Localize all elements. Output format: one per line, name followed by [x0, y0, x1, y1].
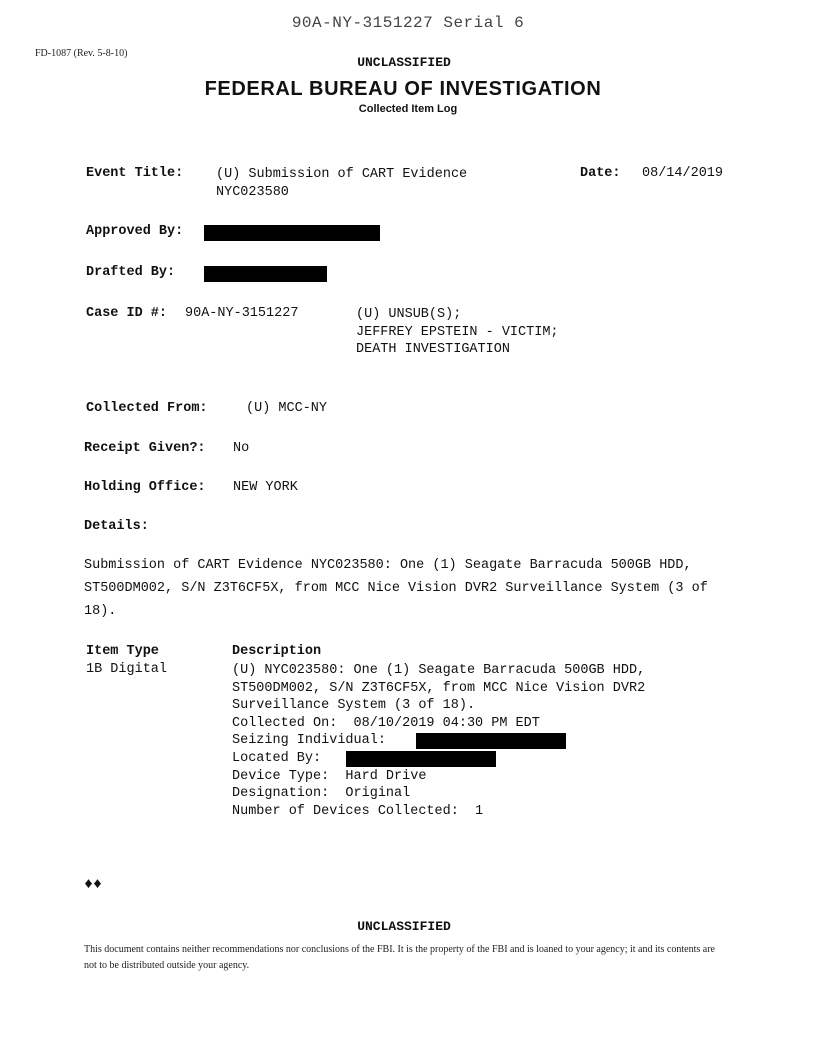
device-type: Device Type: Hard Drive	[232, 768, 427, 784]
details-label: Details:	[84, 519, 149, 534]
drafted-by-redaction	[204, 266, 327, 282]
desc-line-3: Surveillance System (3 of 18).	[232, 698, 476, 714]
located-by-label: Located By:	[232, 750, 322, 766]
case-caption-line-2: JEFFREY EPSTEIN - VICTIM;	[356, 324, 559, 340]
form-subtitle: Collected Item Log	[358, 103, 458, 115]
case-id-label: Case ID #:	[86, 306, 168, 321]
holding-office-label: Holding Office:	[84, 480, 206, 495]
serial-stamp: 90A-NY-3151227 Serial 6	[291, 14, 525, 32]
desc-line-2: ST500DM002, S/N Z3T6CF5X, from MCC Nice Vision DVR2	[232, 680, 646, 696]
classification-top: UNCLASSIFIED	[357, 55, 451, 70]
disclaimer-text: This document contains neither recommendations nor conclusions of the FBI. It is the property of the FBI and is loaned to your agency; it and its contents are not to be distributed outside your agency.	[84, 944, 715, 971]
details-body: Submission of CART Evidence NYC023580: One (1) Seagate Barracuda 500GB HDD, ST500DM002, S/N Z3T6CF5X, from MCC Nice Vision DVR2 Surveillance System (3 of 18).	[84, 558, 708, 619]
event-title-value	[216, 166, 467, 201]
date-value: 08/14/2019	[642, 166, 724, 181]
seizing-individual-label: Seizing Individual:	[232, 733, 386, 749]
form-number: FD-1087 (Rev. 5-8-10)	[35, 48, 128, 59]
diamond-marks: ♦♦	[84, 876, 103, 893]
event-title-label: Event Title:	[86, 166, 184, 181]
seizing-individual-redaction	[416, 733, 566, 749]
event-title-line-1: (U) Submission of CART Evidence	[216, 167, 468, 182]
receipt-given-label: Receipt Given?:	[84, 441, 206, 456]
approved-by-label: Approved By:	[86, 224, 184, 239]
collected-from-label: Collected From:	[86, 401, 208, 416]
desc-line-1: (U) NYC023580: One (1) Seagate Barracuda 500GB HDD,	[232, 663, 646, 678]
holding-office-value: NEW YORK	[233, 480, 298, 495]
case-caption-line-1: (U) UNSUB(S);	[356, 307, 462, 322]
collected-on: Collected On: 08/10/2019 04:30 PM EDT	[232, 715, 540, 731]
drafted-by-label: Drafted By:	[86, 265, 176, 280]
case-caption-line-3: DEATH INVESTIGATION	[356, 342, 510, 358]
designation: Designation: Original	[232, 786, 411, 802]
collected-from-value: (U) MCC-NY	[246, 401, 328, 416]
agency-title: FEDERAL BUREAU OF INVESTIGATION	[204, 78, 602, 100]
item-type-value: 1B Digital	[86, 662, 168, 677]
event-title-line-2: NYC023580	[216, 184, 289, 200]
receipt-given-value: No	[233, 441, 250, 456]
case-id-value: 90A-NY-3151227	[185, 306, 299, 321]
date-label: Date:	[580, 166, 621, 181]
item-type-header: Item Type	[86, 644, 159, 659]
classification-bottom: UNCLASSIFIED	[357, 919, 451, 934]
approved-by-redaction	[204, 225, 380, 241]
number-of-devices: Number of Devices Collected: 1	[232, 803, 484, 819]
located-by-redaction	[346, 751, 496, 767]
case-caption	[356, 306, 559, 359]
description-header: Description	[232, 644, 322, 659]
